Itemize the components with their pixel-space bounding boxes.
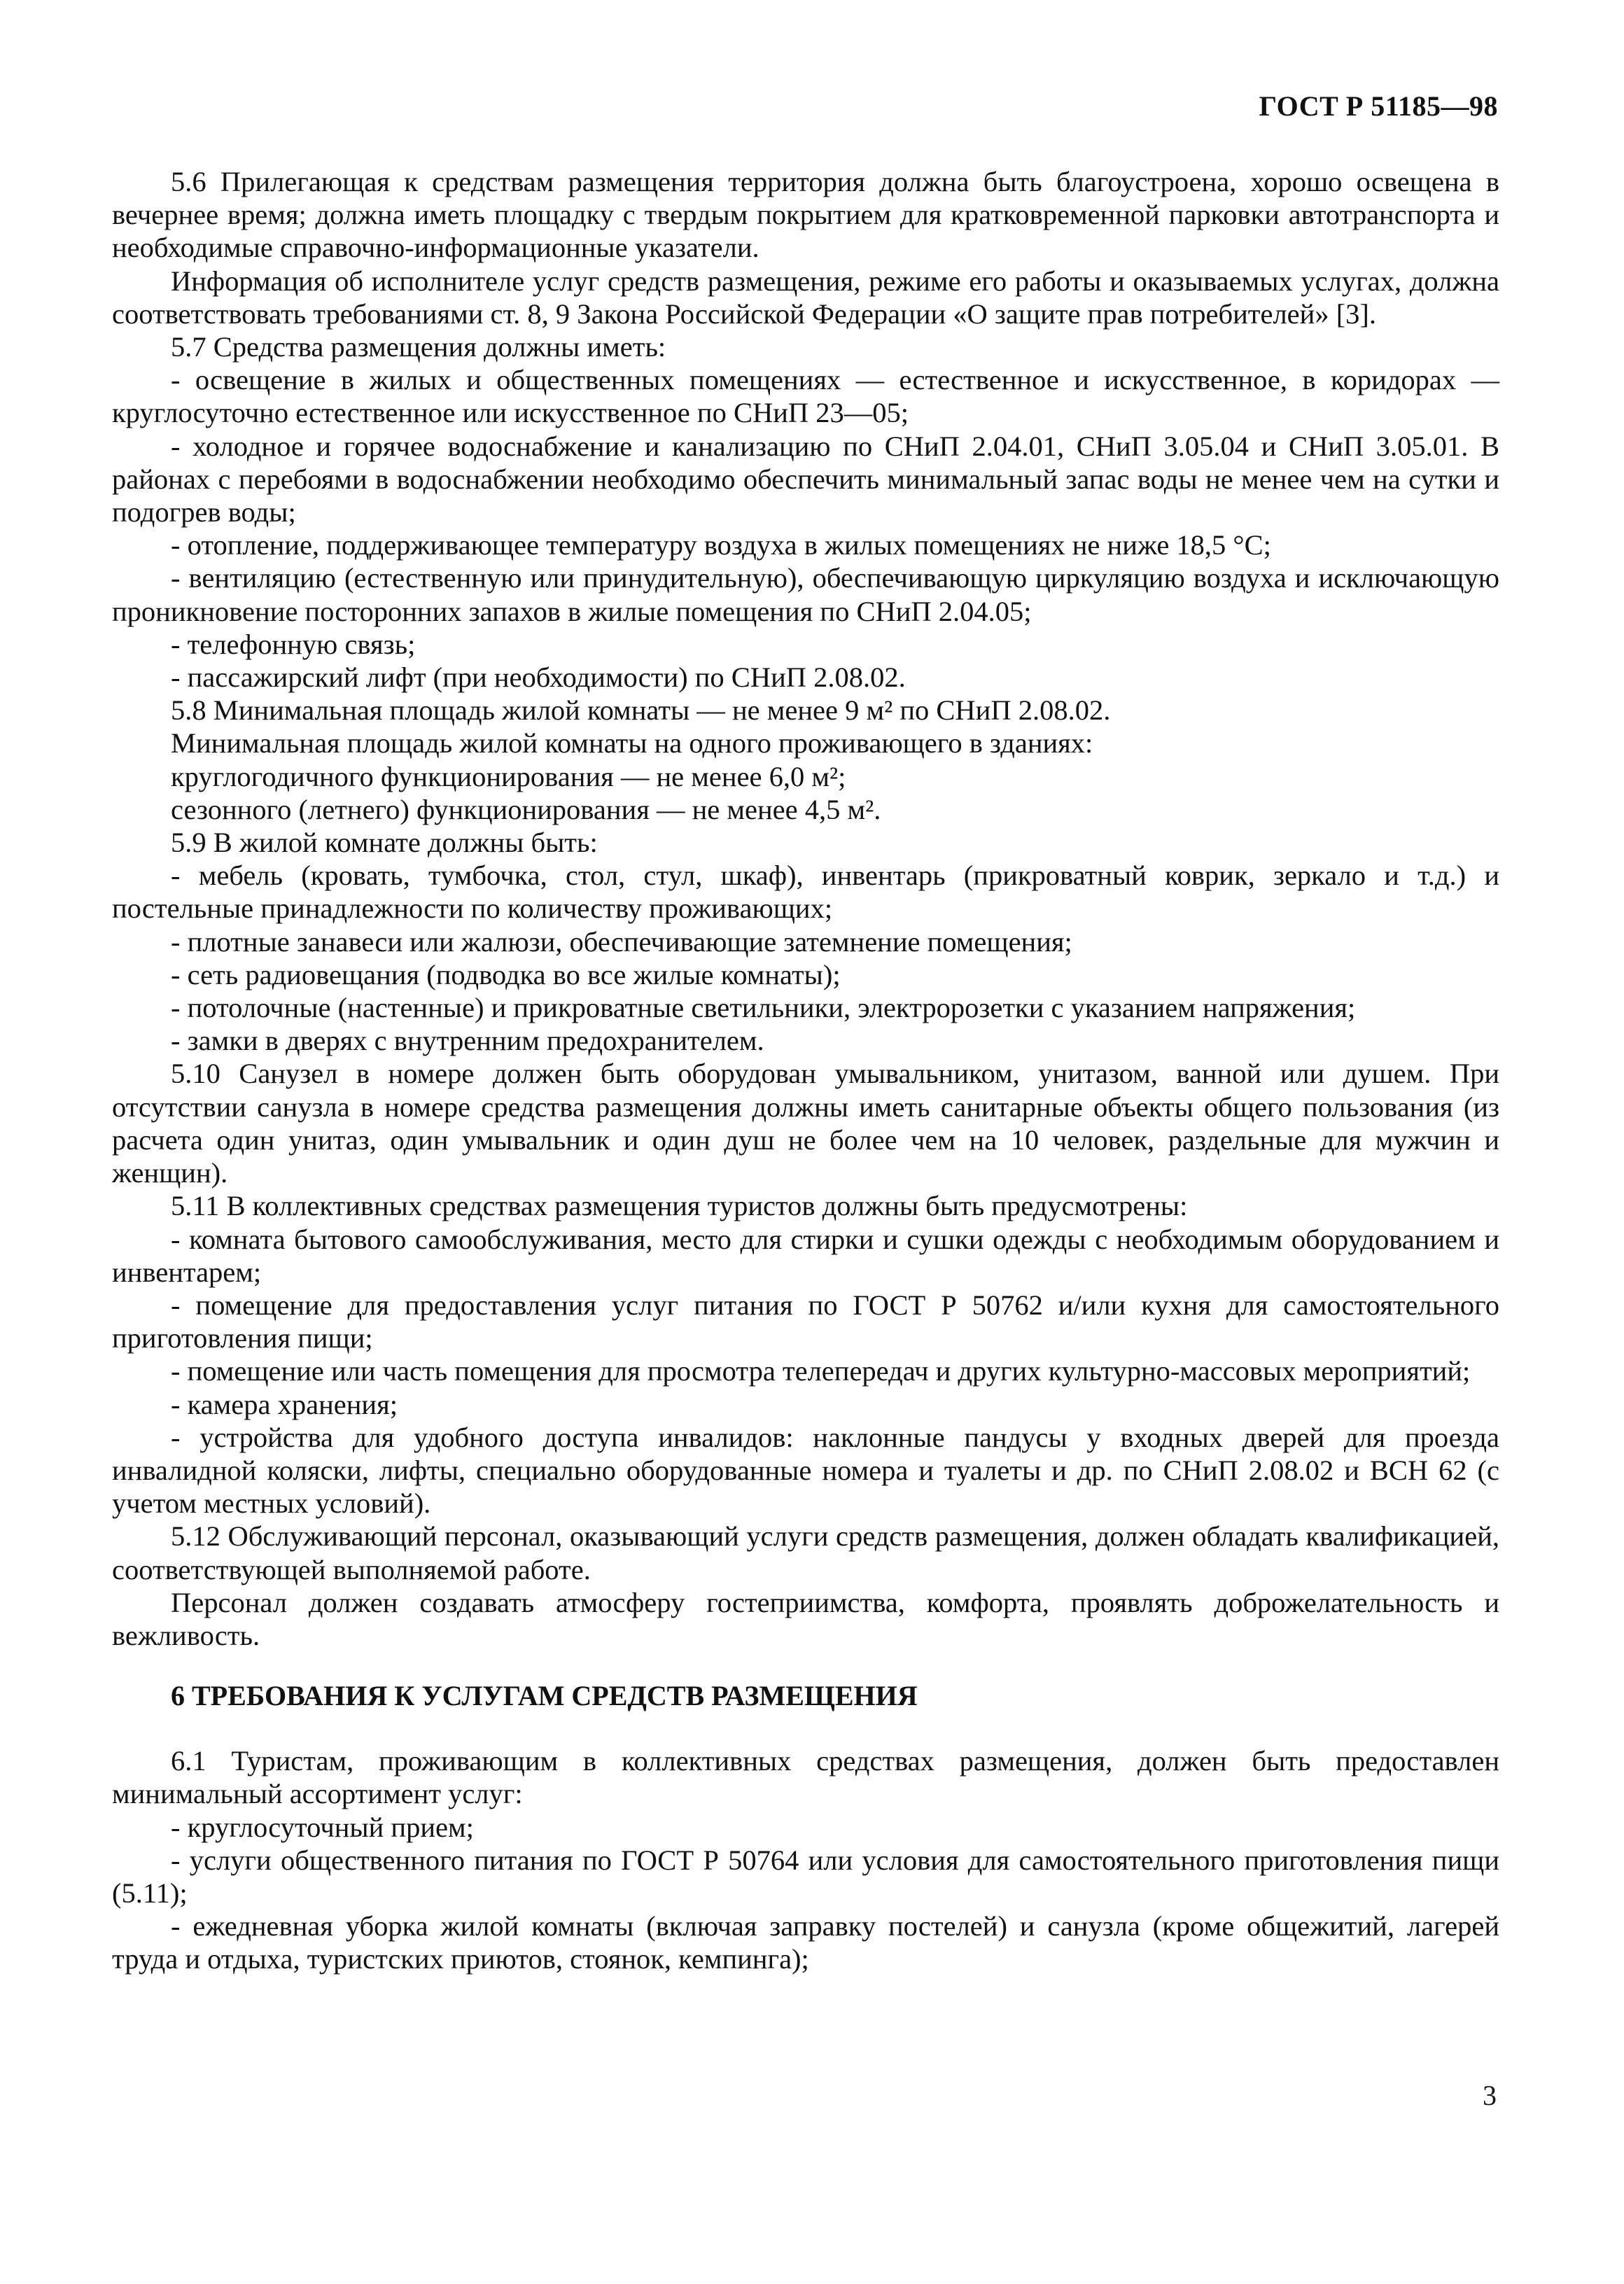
list-item: - замки в дверях с внутренним предохранителем. — [171, 1025, 764, 1057]
paragraph: 5.12 Обслуживающий персонал, оказывающий услуги средств размещения, должен обладать квалификацией, соответствующей выполняемой работе. — [112, 1520, 1499, 1585]
paragraph: Информация об исполнителе услуг средств размещения, режиме его работы и оказываемых услугах, должна соответствовать требованиями ст. 8, 9 Закона Российской Федерации «О защите прав потребителей» [3]. — [112, 265, 1499, 330]
spacer — [112, 1652, 1499, 1679]
list-item: - пассажирский лифт (при необходимости) по СНиП 2.08.02. — [171, 661, 906, 694]
paragraph: Персонал должен создавать атмосферу гостеприимства, комфорта, проявлять доброжелательность и вежливость. — [112, 1586, 1499, 1651]
document-body — [112, 165, 1499, 1976]
paragraph: сезонного (летнего) функционирования — не менее 4,5 м². — [171, 793, 881, 825]
list-item: - потолочные (настенные) и прикроватные светильники, электророзетки с указанием напряжения; — [171, 992, 1356, 1024]
list-item: - сеть радиовещания (подводка во все жилые комнаты); — [171, 958, 841, 990]
list-item: - освещение в жилых и общественных помещениях — естественное и искусственное, в коридорах — круглосуточно естественное или искусственное по СНиП 23—05; — [112, 364, 1499, 429]
list-item: - услуги общественного питания по ГОСТ Р 50764 или условия для самостоятельного приготовления пищи (5.11); — [112, 1844, 1499, 1909]
paragraph: Минимальная площадь жилой комнаты на одного проживающего в зданиях: — [171, 727, 1093, 759]
list-item: - холодное и горячее водоснабжение и канализацию по СНиП 2.04.01, СНиП 3.05.04 и СНиП 3.05.01. В районах с перебоями в водоснабжении необходимо обеспечить минимальный запас воды не менее чем на сутки и подогрев воды; — [112, 430, 1499, 528]
paragraph: 6.1 Туристам, проживающим в коллективных средствах размещения, должен быть предоставлен минимальный ассортимент услуг: — [112, 1745, 1499, 1810]
list-item: - комната бытового самообслуживания, место для стирки и сушки одежды с необходимым оборудованием и инвентарем; — [112, 1223, 1499, 1288]
list-item: - круглосуточный прием; — [171, 1811, 474, 1843]
paragraph: 5.6 Прилегающая к средствам размещения территория должна быть благоустроена, хорошо освещена в вечернее время; должна иметь площадку с твердым покрытием для кратковременной парковки автотранспорта и необходимые справочно-информационные указатели. — [112, 166, 1499, 264]
list-item: - вентиляцию (естественную или принудительную), обеспечивающую циркуляцию воздуха и исключающую проникновение посторонних запахов в жилые помещения по СНиП 2.04.05; — [112, 562, 1499, 627]
document-header: ГОСТ Р 51185—98 — [1259, 90, 1498, 122]
list-item: - мебель (кровать, тумбочка, стол, стул, шкаф), инвентарь (прикроватный коврик, зеркало и т.д.) и постельные принадлежности по количеству проживающих; — [112, 860, 1499, 925]
section-heading: 6 ТРЕБОВАНИЯ К УСЛУГАМ СРЕДСТВ РАЗМЕЩЕНИЯ — [171, 1680, 918, 1712]
paragraph: 5.11 В коллективных средствах размещения туристов должны быть предусмотрены: — [171, 1190, 1188, 1222]
paragraph: 5.9 В жилой комнате должны быть: — [171, 827, 598, 859]
list-item: - телефонную связь; — [171, 628, 416, 660]
list-item: - устройства для удобного доступа инвалидов: наклонные пандусы у входных дверей для проезда инвалидной коляски, лифты, специально оборудованные номера и туалеты и др. по СНиП 2.08.02 и ВСН 62 (с учетом местных условий). — [112, 1421, 1499, 1520]
spacer — [112, 1714, 1499, 1744]
list-item: - камера хранения; — [171, 1388, 398, 1420]
paragraph: круглогодичного функционирования — не менее 6,0 м²; — [171, 760, 846, 792]
paragraph: 5.7 Средства размещения должны иметь: — [171, 331, 666, 363]
list-item: - помещение для предоставления услуг питания по ГОСТ Р 50762 и/или кухня для самостоятельного приготовления пищи; — [112, 1289, 1499, 1354]
list-item: - отопление, поддерживающее температуру воздуха в жилых помещениях не ниже 18,5 °С; — [171, 529, 1271, 561]
list-item: - ежедневная уборка жилой комнаты (включая заправку постелей) и санузла (кроме общежитий, лагерей труда и отдыха, туристских приютов, стоянок, кемпинга); — [112, 1910, 1499, 1975]
paragraph: 5.8 Минимальная площадь жилой комнаты — не менее 9 м² по СНиП 2.08.02. — [171, 694, 1111, 727]
list-item: - плотные занавеси или жалюзи, обеспечивающие затемнение помещения; — [171, 925, 1072, 958]
page-number: 3 — [1483, 2080, 1497, 2111]
list-item: - помещение или часть помещения для просмотра телепередач и других культурно-массовых мероприятий; — [171, 1355, 1471, 1387]
paragraph: 5.10 Санузел в номере должен быть оборудован умывальником, унитазом, ванной или душем. При отсутствии санузла в номере средства размещения должны иметь санитарные объекты общего пользования (из расчета один унитаз, один умывальник и один душ не более чем на 10 человек, раздельные для мужчин и женщин). — [112, 1058, 1499, 1189]
